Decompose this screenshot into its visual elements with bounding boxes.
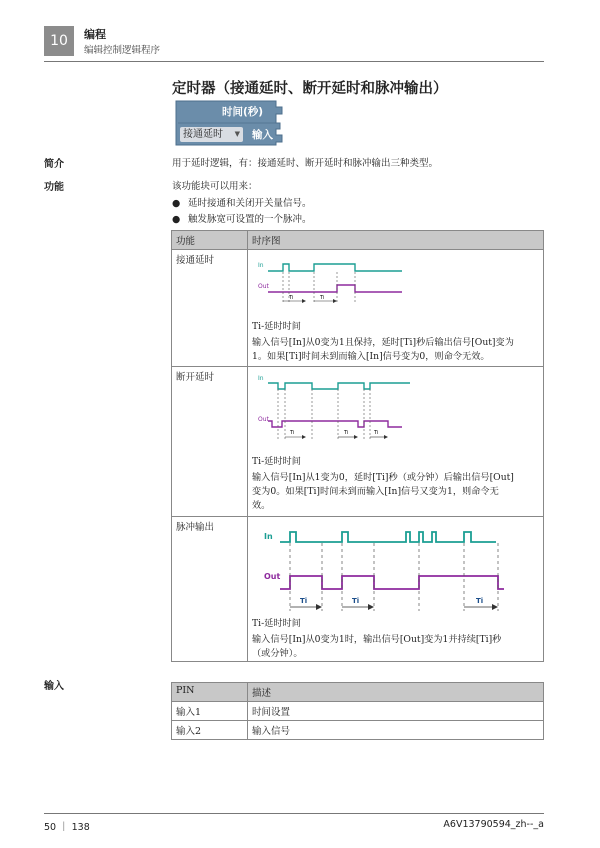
ti-legend: Ti-延时时间 (252, 456, 301, 467)
function-description: （或分钟）。 (252, 648, 303, 659)
input-table (171, 682, 544, 740)
table-header: 功能 (172, 231, 248, 250)
table-header: PIN (172, 683, 248, 702)
table-row (172, 367, 544, 517)
ti-label: Ti (344, 430, 349, 436)
pin-cell: 输入2 (172, 721, 248, 740)
function-description: 1。如果[Ti]时间未到而输入[In]信号变为0，则命令无效。 (252, 351, 490, 362)
out-signal-label: Out (258, 283, 269, 290)
intro-text: 用于延时逻辑，有：接通延时、断开延时和脉冲输出三种类型。 (172, 158, 439, 169)
function-table (171, 230, 544, 662)
function-label: 功能 (44, 182, 64, 193)
bullet-item: ● 触发脉宽可设置的一个脉冲。 (172, 214, 312, 225)
function-name: 接通延时 (172, 250, 248, 367)
function-name: 断开延时 (172, 367, 248, 517)
block-dropdown-value: 接通延时 (183, 129, 223, 140)
function-name: 脉冲输出 (172, 517, 248, 662)
page-number: 50 ｜ 138 (44, 822, 90, 833)
header-subtitle: 编辑控制逻辑程序 (84, 45, 161, 56)
ti-legend: Ti-延时时间 (252, 321, 301, 332)
table-header: 描述 (248, 683, 544, 702)
footer-divider (44, 813, 544, 814)
ti-label: Ti (352, 597, 360, 605)
header-title: 编程 (84, 28, 106, 41)
out-signal-line (268, 285, 402, 292)
pulse-timing-diagram (252, 519, 542, 614)
function-description: 输入信号[In]从0变为1且保持，延时[Ti]秒后输出信号[Out]变为 (252, 337, 514, 348)
ti-label: Ti (320, 295, 325, 301)
in-signal-label: In (258, 262, 264, 269)
function-description: 输入信号[In]从1变为0，延时[Ti]秒（或分钟）后输出信号[Out] (252, 472, 514, 483)
bullet-item: ● 延时接通和关闭开关量信号。 (172, 198, 312, 209)
timing-cell (248, 367, 544, 517)
timing-cell (248, 517, 544, 662)
table-row (172, 702, 544, 721)
ti-label: Ti (300, 597, 308, 605)
ti-label: Ti (476, 597, 484, 605)
table-row (172, 517, 544, 662)
chevron-down-icon: ▼ (234, 130, 240, 138)
off-delay-timing-diagram (252, 369, 422, 451)
block-time-label: 时间(秒) (222, 106, 264, 118)
block-input-label: 输入 (252, 129, 273, 141)
block-type-dropdown[interactable] (180, 127, 243, 142)
pin-desc-cell: 输入信号 (248, 721, 544, 740)
in-signal-line (280, 532, 496, 542)
in-signal-label: In (264, 532, 273, 541)
pin-cell: 输入1 (172, 702, 248, 721)
out-signal-label: Out (258, 416, 269, 423)
function-description: 效。 (252, 500, 271, 511)
table-row (172, 250, 544, 367)
chapter-number: 10 (44, 26, 74, 56)
function-text: 该功能块可以用来： (172, 181, 258, 192)
input-label: 输入 (44, 681, 64, 692)
in-signal-line (268, 264, 402, 271)
intro-label: 简介 (44, 159, 64, 170)
document-id: A6V13790594_zh--_a (443, 819, 544, 830)
out-signal-line (268, 421, 402, 427)
section-title: 定时器（接通延时、断开延时和脉冲输出） (172, 81, 448, 97)
out-signal-label: Out (264, 572, 281, 581)
pin-desc-cell: 时间设置 (248, 702, 544, 721)
out-signal-line (280, 576, 504, 589)
on-delay-timing-diagram (252, 254, 422, 314)
in-signal-label: In (258, 375, 264, 382)
header-divider (44, 61, 544, 62)
ti-label: Ti (290, 430, 295, 436)
table-row (172, 721, 544, 740)
timing-cell (248, 250, 544, 367)
ti-label: Ti (289, 295, 294, 301)
ti-label: Ti (374, 430, 379, 436)
ti-legend: Ti-延时时间 (252, 618, 301, 629)
timer-block (172, 100, 292, 146)
in-signal-line (268, 383, 410, 389)
function-description: 变为0。如果[Ti]时间未到而输入[In]信号又变为1，则命令无 (252, 486, 499, 497)
table-header: 时序图 (248, 231, 544, 250)
function-description: 输入信号[In]从0变为1时，输出信号[Out]变为1并持续[Ti]秒 (252, 634, 502, 645)
